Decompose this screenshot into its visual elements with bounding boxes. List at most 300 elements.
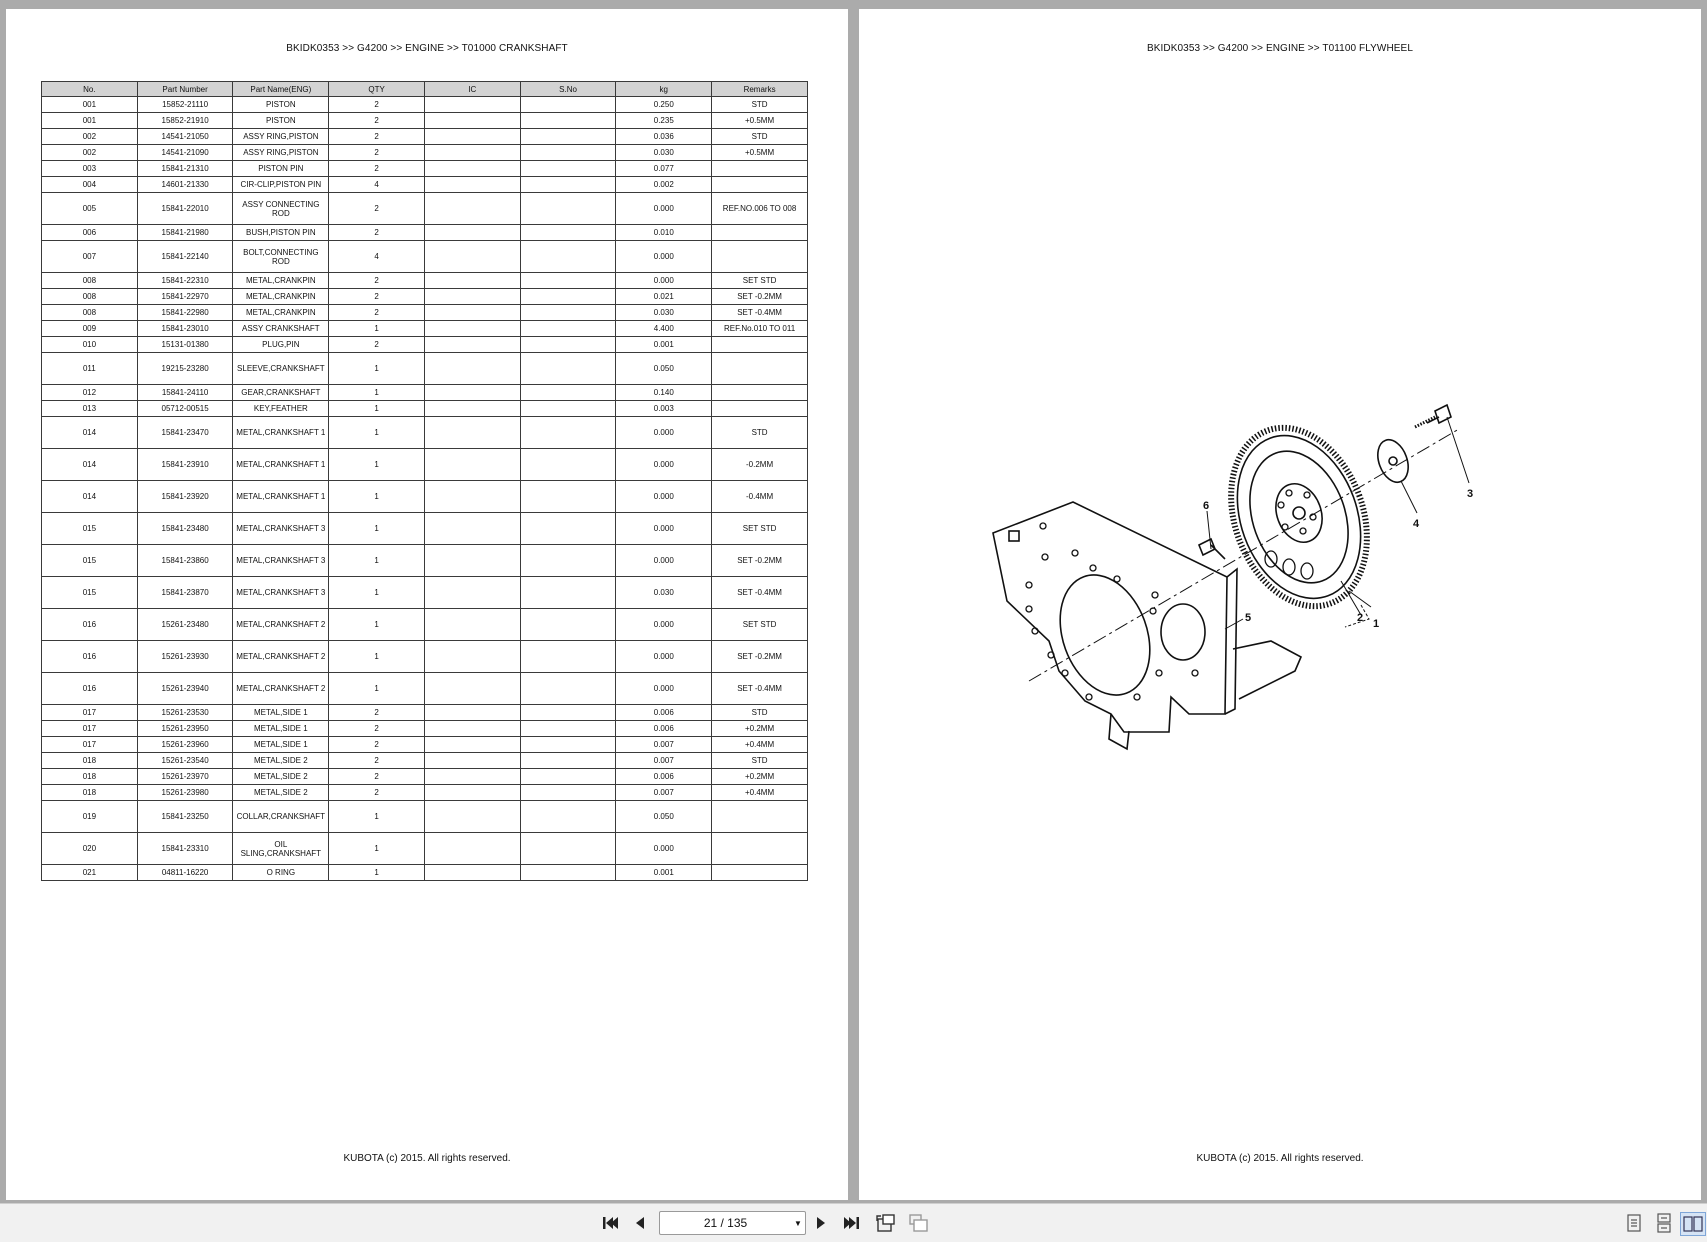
cell-qty: 2	[329, 769, 425, 785]
cell-ic	[424, 737, 520, 753]
cell-kg: 0.030	[616, 577, 712, 609]
cell-no: 001	[42, 97, 138, 113]
flywheel-center	[1293, 507, 1305, 519]
cell-sno	[520, 865, 616, 881]
cell-remarks	[712, 241, 808, 273]
column-header-part-name: Part Name(ENG)	[233, 82, 329, 97]
cell-qty: 1	[329, 449, 425, 481]
cell-remarks	[712, 385, 808, 401]
right-page-footer: KUBOTA (c) 2015. All rights reserved.	[1196, 1153, 1364, 1164]
cell-kg: 0.036	[616, 129, 712, 145]
cell-remarks: STD	[712, 753, 808, 769]
cell-qty: 1	[329, 401, 425, 417]
cell-qty: 2	[329, 753, 425, 769]
cell-remarks: SET -0.4MM	[712, 305, 808, 321]
cell-part-number: 15841-23860	[137, 545, 233, 577]
previous-page-button[interactable]	[628, 1212, 652, 1234]
cell-part-name: ASSY CRANKSHAFT	[233, 321, 329, 337]
cell-part-name: BOLT,CONNECTING ROD	[233, 241, 329, 273]
cell-part-number: 15261-23930	[137, 641, 233, 673]
cell-remarks: REF.No.010 TO 011	[712, 321, 808, 337]
cell-sno	[520, 513, 616, 545]
callout-1: 1	[1373, 618, 1380, 630]
cell-sno	[520, 305, 616, 321]
cell-kg: 0.030	[616, 145, 712, 161]
cell-sno	[520, 545, 616, 577]
cell-sno	[520, 641, 616, 673]
cell-kg: 0.010	[616, 225, 712, 241]
plate-bore	[1044, 562, 1165, 707]
cell-part-name: METAL,SIDE 1	[233, 705, 329, 721]
cell-part-name: ASSY CONNECTING ROD	[233, 193, 329, 225]
cell-part-number: 14541-21050	[137, 129, 233, 145]
cell-sno	[520, 737, 616, 753]
cell-remarks: STD	[712, 417, 808, 449]
cell-ic	[424, 113, 520, 129]
cell-sno	[520, 833, 616, 865]
cell-qty: 1	[329, 481, 425, 513]
cell-sno	[520, 273, 616, 289]
cell-remarks	[712, 161, 808, 177]
cell-part-name: SLEEVE,CRANKSHAFT	[233, 353, 329, 385]
cell-part-number: 05712-00515	[137, 401, 233, 417]
table-row	[42, 865, 808, 881]
cell-ic	[424, 865, 520, 881]
cell-part-number: 15131-01380	[137, 337, 233, 353]
cell-qty: 2	[329, 289, 425, 305]
flywheel-holes	[1265, 490, 1316, 579]
cell-kg: 0.140	[616, 385, 712, 401]
plate-nut	[1009, 531, 1019, 541]
cell-no: 013	[42, 401, 138, 417]
cell-part-name: METAL,SIDE 2	[233, 785, 329, 801]
column-header-remarks: Remarks	[712, 82, 808, 97]
cell-remarks: SET -0.2MM	[712, 545, 808, 577]
cell-kg: 0.000	[616, 193, 712, 225]
cell-part-name: METAL,CRANKSHAFT 3	[233, 513, 329, 545]
cell-part-name: METAL,CRANKSHAFT 2	[233, 673, 329, 705]
cell-no: 015	[42, 513, 138, 545]
right-page	[859, 9, 1701, 1200]
table-row	[42, 801, 808, 833]
cell-sno	[520, 609, 616, 641]
cell-remarks: +0.4MM	[712, 737, 808, 753]
cell-part-name: PISTON PIN	[233, 161, 329, 177]
side-bracket	[1233, 641, 1301, 699]
cell-part-number: 15841-22140	[137, 241, 233, 273]
cell-sno	[520, 769, 616, 785]
cell-sno	[520, 193, 616, 225]
cell-remarks: SET -0.4MM	[712, 673, 808, 705]
cell-no: 016	[42, 609, 138, 641]
flywheel-rim	[1216, 418, 1382, 616]
cell-kg: 0.000	[616, 273, 712, 289]
cell-part-name: COLLAR,CRANKSHAFT	[233, 801, 329, 833]
table-row	[42, 289, 808, 305]
cell-no: 018	[42, 769, 138, 785]
callout-4: 4	[1413, 518, 1420, 530]
column-header-ic: IC	[424, 82, 520, 97]
cell-part-name: METAL,CRANKSHAFT 1	[233, 481, 329, 513]
callout-2: 2	[1357, 612, 1364, 624]
cell-kg: 0.021	[616, 289, 712, 305]
table-row	[42, 481, 808, 513]
cell-sno	[520, 241, 616, 273]
cell-qty: 2	[329, 705, 425, 721]
cell-sno	[520, 705, 616, 721]
cell-remarks: STD	[712, 705, 808, 721]
cell-no: 008	[42, 273, 138, 289]
washer-4	[1372, 436, 1413, 487]
table-row	[42, 177, 808, 193]
cell-kg: 0.002	[616, 177, 712, 193]
cell-qty: 2	[329, 225, 425, 241]
cell-part-number: 15841-23920	[137, 481, 233, 513]
table-row	[42, 273, 808, 289]
cell-no: 019	[42, 801, 138, 833]
two-page-view-button[interactable]	[1680, 1212, 1706, 1236]
cell-remarks: +0.4MM	[712, 785, 808, 801]
cell-remarks: REF.NO.006 TO 008	[712, 193, 808, 225]
cell-kg: 0.250	[616, 97, 712, 113]
cell-kg: 0.000	[616, 545, 712, 577]
cell-ic	[424, 241, 520, 273]
table-row	[42, 417, 808, 449]
cell-ic	[424, 225, 520, 241]
cell-no: 016	[42, 673, 138, 705]
table-row	[42, 513, 808, 545]
cell-ic	[424, 705, 520, 721]
table-row	[42, 385, 808, 401]
cell-part-number: 15841-22310	[137, 273, 233, 289]
cell-part-number: 15841-21310	[137, 161, 233, 177]
cell-remarks: +0.2MM	[712, 721, 808, 737]
cell-remarks: STD	[712, 97, 808, 113]
cell-remarks	[712, 177, 808, 193]
cell-qty: 4	[329, 241, 425, 273]
cell-no: 010	[42, 337, 138, 353]
table-row	[42, 145, 808, 161]
next-page-button[interactable]	[809, 1212, 833, 1234]
cell-part-name: METAL,CRANKSHAFT 1	[233, 449, 329, 481]
cell-ic	[424, 833, 520, 865]
cell-part-name: OIL SLING,CRANKSHAFT	[233, 833, 329, 865]
cell-remarks	[712, 801, 808, 833]
cell-kg: 0.000	[616, 513, 712, 545]
cell-remarks: -0.4MM	[712, 481, 808, 513]
cell-no: 004	[42, 177, 138, 193]
table-row	[42, 241, 808, 273]
cell-ic	[424, 769, 520, 785]
next-page-icon	[814, 1215, 828, 1231]
cell-kg: 0.000	[616, 481, 712, 513]
cell-part-number: 15261-23970	[137, 769, 233, 785]
cell-kg: 0.000	[616, 449, 712, 481]
cell-no: 002	[42, 145, 138, 161]
first-page-icon	[601, 1215, 619, 1231]
cell-no: 008	[42, 289, 138, 305]
cell-remarks	[712, 401, 808, 417]
table-row	[42, 721, 808, 737]
table-row	[42, 225, 808, 241]
cell-sno	[520, 577, 616, 609]
cell-part-number: 15841-22970	[137, 289, 233, 305]
cell-kg: 0.077	[616, 161, 712, 177]
right-page-header: BKIDK0353 >> G4200 >> ENGINE >> T01100 FLYWHEEL	[1147, 43, 1413, 54]
cell-kg: 0.000	[616, 609, 712, 641]
cell-qty: 2	[329, 305, 425, 321]
cell-no: 003	[42, 161, 138, 177]
cell-ic	[424, 353, 520, 385]
cell-ic	[424, 785, 520, 801]
cell-ic	[424, 145, 520, 161]
cell-qty: 1	[329, 417, 425, 449]
cell-sno	[520, 481, 616, 513]
cell-kg: 0.050	[616, 801, 712, 833]
cell-qty: 1	[329, 673, 425, 705]
cell-kg: 0.000	[616, 641, 712, 673]
cell-no: 017	[42, 721, 138, 737]
last-page-button[interactable]	[840, 1212, 864, 1234]
cell-remarks	[712, 865, 808, 881]
cell-remarks: -0.2MM	[712, 449, 808, 481]
cell-no: 008	[42, 305, 138, 321]
washer-4-hole	[1389, 457, 1397, 465]
cell-kg: 0.000	[616, 417, 712, 449]
cell-part-name: METAL,CRANKSHAFT 2	[233, 641, 329, 673]
cell-sno	[520, 401, 616, 417]
cell-ic	[424, 801, 520, 833]
first-page-button[interactable]	[598, 1212, 622, 1234]
cell-no: 002	[42, 129, 138, 145]
cell-part-name: PISTON	[233, 113, 329, 129]
cell-part-number: 15841-23910	[137, 449, 233, 481]
single-page-view-button[interactable]	[1622, 1212, 1646, 1234]
cell-part-name: PLUG,PIN	[233, 337, 329, 353]
rotate-counter-button[interactable]	[906, 1212, 930, 1234]
table-row	[42, 401, 808, 417]
table-row	[42, 449, 808, 481]
cell-kg: 0.006	[616, 721, 712, 737]
cell-remarks: +0.5MM	[712, 113, 808, 129]
cell-qty: 1	[329, 833, 425, 865]
table-row	[42, 673, 808, 705]
cell-part-number: 15841-23480	[137, 513, 233, 545]
cell-qty: 1	[329, 801, 425, 833]
cell-sno	[520, 129, 616, 145]
column-header-part-number: Part Number	[137, 82, 233, 97]
cell-no: 011	[42, 353, 138, 385]
single-page-view-icon	[1626, 1213, 1642, 1233]
cell-qty: 4	[329, 177, 425, 193]
cell-no: 007	[42, 241, 138, 273]
table-row	[42, 337, 808, 353]
parts-table	[41, 81, 808, 881]
cell-qty: 1	[329, 353, 425, 385]
cell-sno	[520, 673, 616, 705]
cell-part-number: 14541-21090	[137, 145, 233, 161]
cell-qty: 1	[329, 641, 425, 673]
flywheel-hub	[1268, 477, 1330, 548]
callout-5: 5	[1245, 612, 1252, 624]
cell-sno	[520, 753, 616, 769]
cell-sno	[520, 385, 616, 401]
cell-part-name: ASSY RING,PISTON	[233, 129, 329, 145]
cell-ic	[424, 321, 520, 337]
cell-part-name: ASSY RING,PISTON	[233, 145, 329, 161]
cell-no: 018	[42, 785, 138, 801]
mounting-plate	[993, 502, 1227, 732]
cell-remarks: SET -0.2MM	[712, 641, 808, 673]
column-header-kg: kg	[616, 82, 712, 97]
cell-remarks: SET STD	[712, 273, 808, 289]
rotate-counter-icon	[907, 1213, 929, 1233]
cell-qty: 1	[329, 577, 425, 609]
cell-qty: 2	[329, 337, 425, 353]
cell-no: 015	[42, 545, 138, 577]
cell-kg: 0.001	[616, 337, 712, 353]
cell-part-number: 15261-23530	[137, 705, 233, 721]
rotate-clockwise-button[interactable]	[874, 1212, 898, 1234]
cell-kg: 0.000	[616, 241, 712, 273]
cell-part-name: METAL,CRANKPIN	[233, 305, 329, 321]
cell-no: 001	[42, 113, 138, 129]
cell-kg: 0.235	[616, 113, 712, 129]
column-header-qty: QTY	[329, 82, 425, 97]
cell-no: 014	[42, 449, 138, 481]
cell-sno	[520, 353, 616, 385]
cell-ic	[424, 337, 520, 353]
cell-kg: 0.006	[616, 769, 712, 785]
table-header-row	[42, 82, 808, 97]
flywheel-ring-gear	[1207, 409, 1390, 626]
bolt-3	[1415, 405, 1451, 427]
cell-qty: 2	[329, 737, 425, 753]
cell-sno	[520, 721, 616, 737]
cell-part-number: 04811-16220	[137, 865, 233, 881]
cell-qty: 1	[329, 385, 425, 401]
cell-ic	[424, 753, 520, 769]
cell-qty: 2	[329, 129, 425, 145]
table-row	[42, 769, 808, 785]
cell-remarks	[712, 353, 808, 385]
cell-kg: 0.001	[616, 865, 712, 881]
cell-no: 020	[42, 833, 138, 865]
continuous-view-icon	[1656, 1213, 1672, 1233]
cell-qty: 1	[329, 865, 425, 881]
bolt-6	[1199, 539, 1225, 559]
table-row	[42, 609, 808, 641]
cell-part-name: O RING	[233, 865, 329, 881]
cell-part-number: 15841-23470	[137, 417, 233, 449]
cell-remarks: STD	[712, 129, 808, 145]
cell-remarks: SET -0.4MM	[712, 577, 808, 609]
cell-part-name: GEAR,CRANKSHAFT	[233, 385, 329, 401]
cell-remarks	[712, 833, 808, 865]
cell-sno	[520, 801, 616, 833]
cell-ic	[424, 193, 520, 225]
cell-part-name: METAL,CRANKSHAFT 3	[233, 545, 329, 577]
cell-ic	[424, 97, 520, 113]
cell-remarks	[712, 337, 808, 353]
cell-part-name: KEY,FEATHER	[233, 401, 329, 417]
cell-kg: 0.006	[616, 705, 712, 721]
cell-ic	[424, 449, 520, 481]
table-row	[42, 321, 808, 337]
cell-no: 018	[42, 753, 138, 769]
cell-part-name: METAL,SIDE 1	[233, 721, 329, 737]
cell-no: 017	[42, 737, 138, 753]
table-row	[42, 641, 808, 673]
column-header-no: No.	[42, 82, 138, 97]
cell-ic	[424, 641, 520, 673]
table-row	[42, 833, 808, 865]
cell-qty: 2	[329, 97, 425, 113]
cell-part-number: 15841-23250	[137, 801, 233, 833]
cell-ic	[424, 417, 520, 449]
cell-remarks	[712, 225, 808, 241]
cell-remarks: +0.5MM	[712, 145, 808, 161]
cell-no: 014	[42, 417, 138, 449]
cell-part-number: 15841-21980	[137, 225, 233, 241]
table-row	[42, 737, 808, 753]
cell-ic	[424, 273, 520, 289]
cell-part-number: 19215-23280	[137, 353, 233, 385]
table-row	[42, 353, 808, 385]
cell-sno	[520, 113, 616, 129]
cell-sno	[520, 449, 616, 481]
cell-kg: 0.003	[616, 401, 712, 417]
cell-part-name: METAL,CRANKSHAFT 2	[233, 609, 329, 641]
cell-no: 016	[42, 641, 138, 673]
cell-sno	[520, 337, 616, 353]
cell-qty: 2	[329, 721, 425, 737]
callout-6: 6	[1203, 500, 1210, 512]
cell-kg: 0.030	[616, 305, 712, 321]
cell-part-number: 15841-23870	[137, 577, 233, 609]
cell-no: 021	[42, 865, 138, 881]
callout-3: 3	[1467, 488, 1474, 500]
cell-part-name: METAL,CRANKSHAFT 1	[233, 417, 329, 449]
cell-part-number: 15261-23960	[137, 737, 233, 753]
page-number-selector[interactable]	[659, 1211, 806, 1235]
cell-sno	[520, 417, 616, 449]
center-line	[1029, 429, 1459, 681]
cell-part-number: 15261-23980	[137, 785, 233, 801]
flywheel-diagram	[989, 409, 1474, 809]
cell-part-name: METAL,CRANKPIN	[233, 273, 329, 289]
cell-sno	[520, 289, 616, 305]
cell-part-name: CIR-CLIP,PISTON PIN	[233, 177, 329, 193]
cell-kg: 0.000	[616, 833, 712, 865]
table-row	[42, 129, 808, 145]
cell-ic	[424, 513, 520, 545]
cell-part-number: 15261-23540	[137, 753, 233, 769]
cell-sno	[520, 145, 616, 161]
cell-ic	[424, 305, 520, 321]
cell-ic	[424, 545, 520, 577]
cell-part-number: 15852-21110	[137, 97, 233, 113]
left-page-footer: KUBOTA (c) 2015. All rights reserved.	[343, 1153, 511, 1164]
left-page	[6, 9, 848, 1200]
continuous-view-button[interactable]	[1652, 1212, 1676, 1234]
cell-qty: 2	[329, 113, 425, 129]
cell-kg: 0.007	[616, 785, 712, 801]
plate-aux-bore	[1161, 604, 1205, 660]
cell-no: 015	[42, 577, 138, 609]
cell-part-number: 15261-23940	[137, 673, 233, 705]
viewer-toolbar	[0, 1203, 1707, 1242]
